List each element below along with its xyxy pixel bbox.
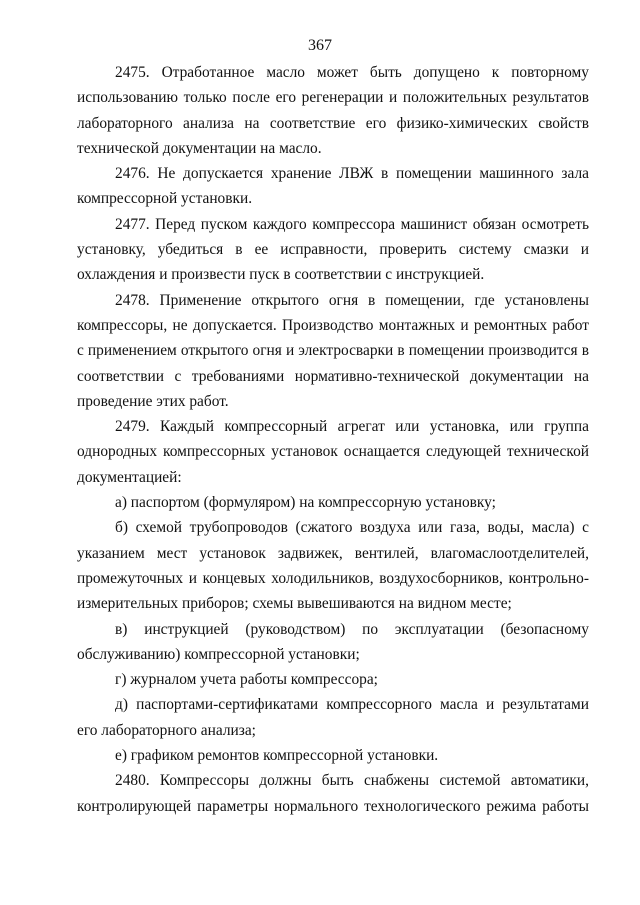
paragraph-2478: 2478. Применение открытого огня в помещении, где установлены компрессоры, не допускается. Производство монтажных и ремонтных работ с применением открытого огня и электросварки в помещении производится в соответствии с требованиями нормативно-технической документации на проведение этих работ. bbox=[77, 291, 589, 410]
list-item-g: г) журналом учета работы компрессора; bbox=[115, 671, 378, 689]
list-item-v: в) инструкцией (руководством) по эксплуатации (безопасному обслуживанию) компрессорной установки; bbox=[77, 620, 589, 663]
list-item-e: е) графиком ремонтов компрессорной установки. bbox=[115, 747, 439, 765]
paragraph-2480: 2480. Компрессоры должны быть снабжены системой автоматики, контролирующей параметры нормального технологического режима работы bbox=[77, 772, 589, 815]
list-item-d: д) паспортами-сертификатами компрессорного масла и результатами его лабораторного анализа; bbox=[77, 696, 589, 739]
paragraph-2475: 2475. Отработанное масло может быть допущено к повторному использованию только после его регенерации и положительных результатов лабораторного анализа на соответствие его физико-химических свойств технической документации на масло. bbox=[77, 64, 589, 157]
paragraph-2479: 2479. Каждый компрессорный агрегат или установка, или группа однородных компрессорных установок оснащается следующей технической документацией: bbox=[77, 418, 589, 486]
list-item-b: б) схемой трубопроводов (сжатого воздуха или газа, воды, масла) с указанием мест установок задвижек, вентилей, влагомаслоотделителей, промежуточных и концевых холодильников, воздухосборников, контрольно-измерительных приборов; схемы вывешиваются на видном месте; bbox=[77, 519, 589, 613]
paragraph-2476: 2476. Не допускается хранение ЛВЖ в помещении машинного зала компрессорной установки. bbox=[77, 165, 589, 208]
list-item-a: а) паспортом (формуляром) на компрессорную установку; bbox=[115, 494, 496, 512]
page-number: 367 bbox=[308, 37, 332, 54]
document-body bbox=[77, 60, 589, 819]
paragraph-2477: 2477. Перед пуском каждого компрессора машинист обязан осмотреть установку, убедиться в ее исправности, проверить систему смазки и охлаждения и произвести пуск в соответствии с инструкцией. bbox=[77, 215, 589, 284]
